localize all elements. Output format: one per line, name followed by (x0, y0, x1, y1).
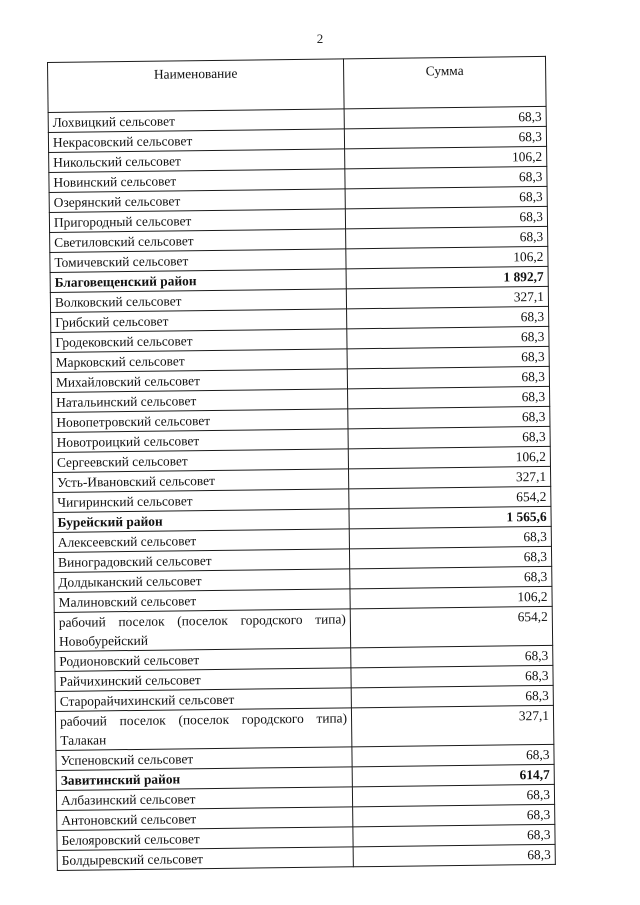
row-sum-cell: 68,3 (348, 426, 550, 448)
row-name-cell: Долдыканский сельсовет (54, 569, 350, 593)
table-row (54, 606, 552, 651)
row-sum-cell: 327,1 (351, 705, 553, 746)
row-sum-cell: 1 565,6 (349, 506, 551, 528)
row-sum-cell: 68,3 (344, 126, 546, 148)
row-name-cell: Чигиринский сельсовет (53, 489, 349, 513)
row-sum-cell: 68,3 (347, 346, 549, 368)
row-name-cell: Усть-Ивановский сельсовет (53, 469, 349, 493)
row-name-cell: Белояровский сельсовет (57, 827, 353, 851)
row-name-cell: Болдыревский сельсовет (57, 847, 353, 871)
row-name-cell: Марковский сельсовет (51, 349, 347, 373)
row-sum-cell: 614,7 (352, 764, 554, 786)
row-name-cell: Некрасовский сельсовет (48, 129, 344, 153)
row-name-cell: Старорайчихинский сельсовет (55, 688, 351, 712)
row-sum-cell: 68,3 (349, 526, 551, 548)
allocation-table-container (47, 56, 555, 871)
row-sum-cell: 68,3 (345, 186, 547, 208)
row-sum-cell: 106,2 (348, 446, 550, 468)
row-sum-cell: 68,3 (352, 744, 554, 766)
row-name-cell: Завитинский район (56, 767, 352, 791)
row-sum-cell: 68,3 (347, 326, 549, 348)
row-sum-cell: 68,3 (345, 166, 547, 188)
row-sum-cell: 106,2 (346, 246, 548, 268)
table-header-row (48, 56, 547, 112)
row-sum-cell: 654,2 (350, 606, 552, 647)
row-name-cell: Райчихинский сельсовет (55, 668, 351, 692)
page-number: 2 (316, 31, 324, 46)
row-name-cell: Албазинский сельсовет (56, 787, 352, 811)
row-name-cell: рабочий поселок (поселок городского типа) Новобурейский (54, 609, 350, 652)
row-sum-cell: 106,2 (345, 146, 547, 168)
row-sum-cell: 68,3 (353, 804, 555, 826)
row-sum-cell: 68,3 (352, 784, 554, 806)
row-sum-cell: 68,3 (351, 645, 553, 667)
table-row (55, 705, 553, 750)
row-sum-cell: 68,3 (345, 206, 547, 228)
row-sum-cell: 654,2 (349, 486, 551, 508)
row-sum-cell: 68,3 (348, 386, 550, 408)
row-sum-cell: 68,3 (349, 546, 551, 568)
row-sum-cell: 327,1 (346, 286, 548, 308)
row-name-cell: Малиновский сельсовет (54, 589, 350, 613)
row-sum-cell: 68,3 (348, 406, 550, 428)
row-name-cell: Волковский сельсовет (50, 289, 346, 313)
row-name-cell: Бурейский район (53, 509, 349, 533)
row-sum-cell: 68,3 (353, 824, 555, 846)
row-sum-cell: 327,1 (348, 466, 550, 488)
row-sum-cell: 68,3 (351, 685, 553, 707)
row-name-cell: Алексеевский сельсовет (53, 529, 349, 553)
row-sum-cell: 68,3 (347, 306, 549, 328)
row-name-cell: Пригородный сельсовет (49, 209, 345, 233)
row-name-cell: Новотроицкий сельсовет (52, 429, 348, 453)
row-name-cell: Томичевский сельсовет (50, 249, 346, 273)
row-sum-cell: 68,3 (344, 106, 546, 128)
row-sum-cell: 106,2 (350, 586, 552, 608)
row-name-cell: Антоновский сельсовет (57, 807, 353, 831)
row-name-cell: Гродековский сельсовет (51, 329, 347, 353)
row-sum-cell: 68,3 (351, 665, 553, 687)
column-header-sum: Сумма (343, 56, 546, 108)
row-name-cell: Михайловский сельсовет (51, 369, 347, 393)
row-name-cell: Новинский сельсовет (49, 169, 345, 193)
row-name-cell: рабочий поселок (поселок городского типа) Талакан (55, 708, 351, 751)
row-name-cell: Новопетровский сельсовет (52, 409, 348, 433)
row-name-cell: Успеновский сельсовет (56, 747, 352, 771)
row-name-cell: Озерянский сельсовет (49, 189, 345, 213)
row-sum-cell: 68,3 (353, 844, 555, 866)
row-sum-cell: 1 892,7 (346, 266, 548, 288)
allocation-table (47, 56, 556, 871)
row-name-cell: Натальинский сельсовет (52, 389, 348, 413)
row-sum-cell: 68,3 (347, 366, 549, 388)
column-header-name: Наименование (48, 59, 345, 113)
row-name-cell: Никольский сельсовет (49, 149, 345, 173)
row-name-cell: Благовещенский район (50, 269, 346, 293)
row-sum-cell: 68,3 (346, 226, 548, 248)
row-sum-cell: 68,3 (350, 566, 552, 588)
row-name-cell: Грибский сельсовет (51, 309, 347, 333)
row-name-cell: Виноградовский сельсовет (53, 549, 349, 573)
table-body (48, 106, 555, 870)
row-name-cell: Сергеевский сельсовет (52, 449, 348, 473)
row-name-cell: Лохвицкий сельсовет (48, 109, 344, 133)
row-name-cell: Светиловский сельсовет (50, 229, 346, 253)
row-name-cell: Родионовский сельсовет (55, 648, 351, 672)
